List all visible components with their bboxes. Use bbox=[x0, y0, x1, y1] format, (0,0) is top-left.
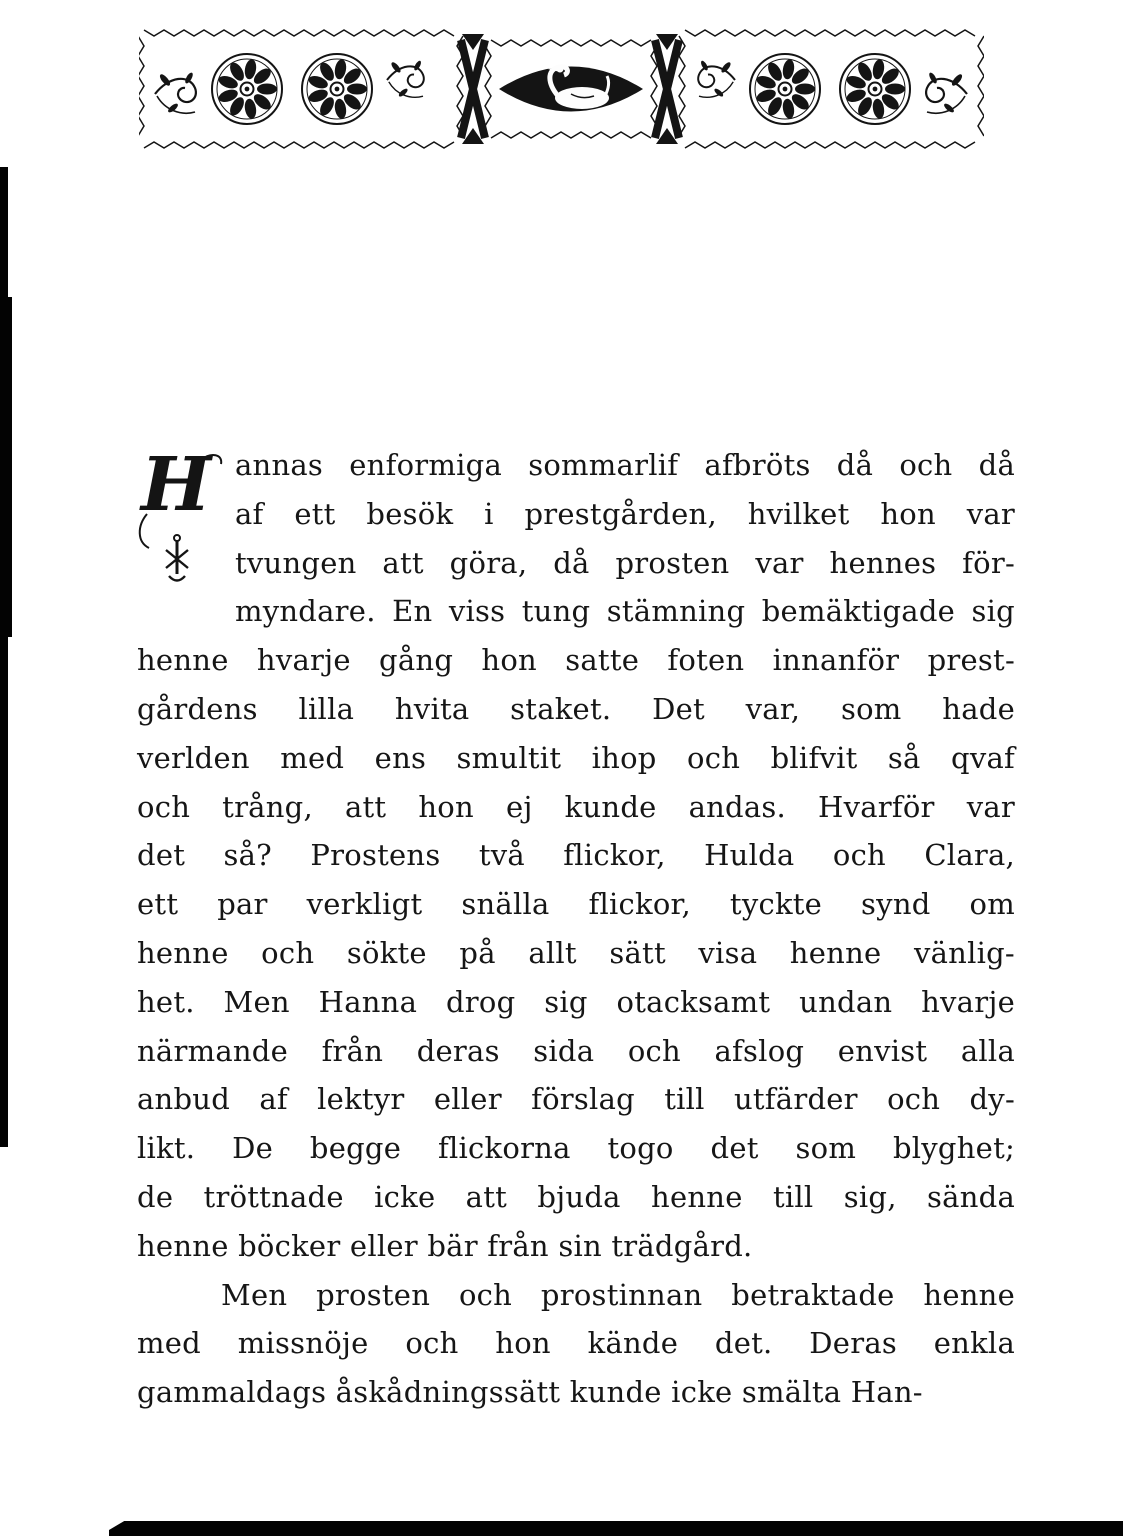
initial-letter: H bbox=[141, 444, 212, 528]
text-line: henne och sökte på allt sätt visa henne vänlig- bbox=[137, 935, 1015, 970]
swan-medallion-icon bbox=[499, 66, 643, 112]
scan-artifact-bottom-bar bbox=[109, 1521, 1123, 1536]
rosette-icon bbox=[750, 54, 820, 124]
text-line: annas enformiga sommarlif afbröts då och då bbox=[235, 448, 1015, 482]
text-line: henne böcker eller bär från sin trädgård. bbox=[137, 1228, 753, 1263]
text-line: Men prosten och prostinnan betraktade henne bbox=[221, 1277, 1015, 1312]
text-line: anbud af lektyr eller förslag till utfärder och dy- bbox=[137, 1082, 1015, 1117]
x-divider-icon bbox=[461, 34, 485, 144]
body-text bbox=[137, 441, 1015, 1417]
text-line: het. Men Hanna drog sig otacksamt undan hvarje bbox=[137, 984, 1015, 1019]
rosette-icon bbox=[302, 54, 372, 124]
floral-scroll-icon bbox=[926, 72, 967, 114]
text-line: och trång, att hon ej kunde andas. Hvarför var bbox=[137, 789, 1015, 824]
text-line: likt. De begge flickorna togo det som blyghet; bbox=[137, 1131, 1015, 1166]
text-line: det så? Prostens två flickor, Hulda och Clara, bbox=[137, 838, 1015, 873]
text-line: med missnöje och hon kände det. Deras enkla bbox=[137, 1326, 1015, 1361]
floral-scroll-icon bbox=[698, 60, 735, 98]
text-line: de tröttnade icke att bjuda henne till sig, sända bbox=[137, 1179, 1015, 1214]
ornamental-initial bbox=[133, 444, 229, 589]
zigzag-frame-icon bbox=[679, 30, 984, 148]
text-line: gammaldags åskådningssätt kunde icke smälta Han- bbox=[137, 1375, 923, 1410]
text-line: tvungen att göra, då prosten var hennes för- bbox=[235, 545, 1015, 580]
floral-scroll-icon bbox=[155, 72, 196, 114]
text-line: myndare. En viss tung stämning bemäktigade sig bbox=[235, 594, 1015, 629]
ornament-band-svg bbox=[139, 24, 984, 156]
initial-capital-icon bbox=[133, 444, 229, 589]
text-line: af ett besök i prestgården, hvilket hon var bbox=[235, 496, 1015, 531]
floral-scroll-icon bbox=[387, 60, 424, 98]
header-ornament-band bbox=[139, 24, 984, 156]
text-line: verlden med ens smultit ihop och blifvit så qvaf bbox=[137, 740, 1015, 775]
rosette-icon bbox=[212, 54, 282, 124]
rosette-icon bbox=[840, 54, 910, 124]
text-line: närmande från deras sida och afslog envist alla bbox=[137, 1033, 1015, 1068]
x-divider-icon bbox=[655, 34, 679, 144]
text-line: ett par verkligt snälla flickor, tyckte synd om bbox=[137, 887, 1015, 922]
text-line: gårdens lilla hvita staket. Det var, som hade bbox=[137, 691, 1015, 726]
initial-tail-flourish-icon bbox=[166, 535, 188, 581]
text-line: henne hvarje gång hon satte foten innanför prest- bbox=[137, 643, 1015, 678]
scan-artifact-left-edge bbox=[0, 167, 8, 1147]
